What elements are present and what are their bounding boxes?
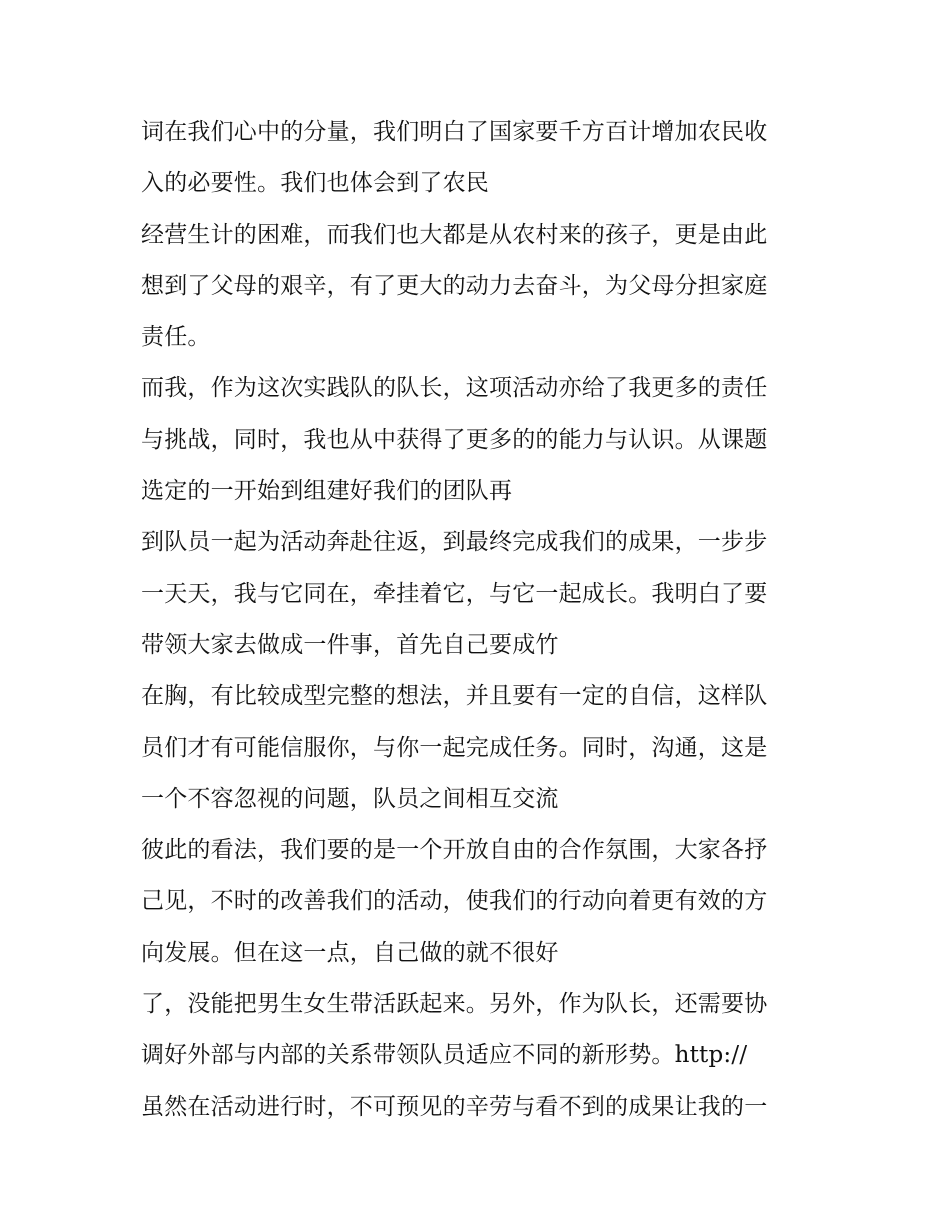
text-line: 了，没能把男生女生带活跃起来。另外，作为队长，还需要协 [141,991,768,1018]
text-line: 员们才有可能信服你，与你一起完成任务。同时，沟通，这是 [141,734,768,761]
text-line: 经营生计的困难，而我们也大都是从农村来的孩子，更是由此 [141,221,768,248]
text-line: 选定的一开始到组建好我们的团队再 [141,478,513,505]
text-line: 责任。 [141,324,211,351]
text-line: 虽然在活动进行时，不可预见的辛劳与看不到的成果让我的一 [141,1093,768,1120]
text-line: 词在我们心中的分量，我们明白了国家要千方百计增加农民收 [141,119,768,145]
text-line: 在胸，有比较成型完整的想法，并且要有一定的自信，这样队 [141,683,768,710]
text-line: 向发展。但在这一点，自己做的就不很好 [141,939,559,966]
text-line: 己见，不时的改善我们的活动，使我们的行动向着更有效的方 [141,888,768,915]
text-line: 带领大家去做成一件事，首先自己要成竹 [141,631,559,658]
text-line: 想到了父母的艰辛，有了更大的动力去奋斗，为父母分担家庭 [141,272,768,299]
text-line: 到队员一起为活动奔赴往返，到最终完成我们的成果，一步步 [141,529,768,556]
text-line: 一个不容忽视的问题，队员之间相互交流 [141,785,559,812]
text-line: 调好外部与内部的关系带领队员适应不同的新形势。http:// [141,1042,748,1069]
text-line: 一天天，我与它同在，牵挂着它，与它一起成长。我明白了要 [141,580,768,607]
text-line: 入的必要性。我们也体会到了农民 [141,170,489,197]
text-line: 而我，作为这次实践队的队长，这项活动亦给了我更多的责任 [141,375,768,402]
text-line: 彼此的看法，我们要的是一个开放自由的合作氛围，大家各抒 [141,837,768,864]
body-text [141,107,821,1133]
text-line: 与挑战，同时，我也从中获得了更多的的能力与认识。从课题 [141,426,768,453]
